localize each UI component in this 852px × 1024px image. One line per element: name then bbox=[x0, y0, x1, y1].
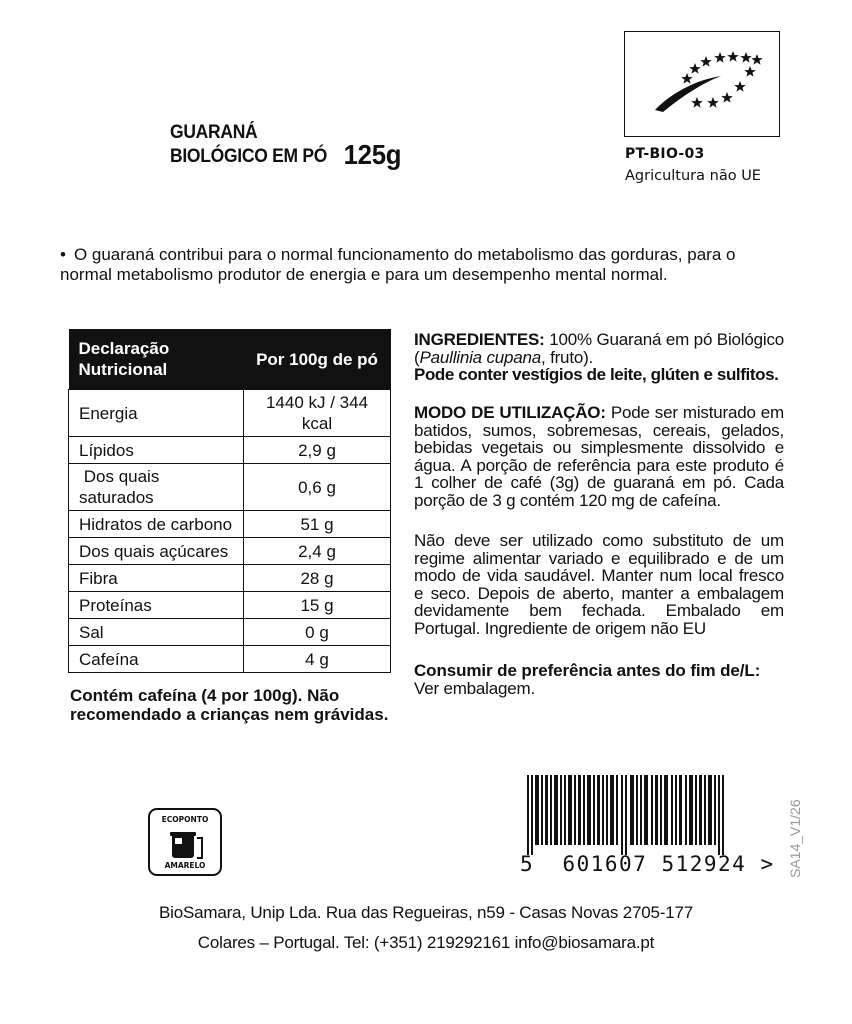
table-row bbox=[69, 464, 391, 511]
best-before-section bbox=[414, 662, 784, 697]
allergen-warning: Pode conter vestígios de leite, glúten e sulfitos. bbox=[414, 365, 779, 384]
table-row bbox=[69, 646, 391, 673]
company-address-line2: Colares – Portugal. Tel: (+351) 219292161 info@biosamara.pt bbox=[197, 933, 655, 952]
recycling-bin-icon bbox=[170, 828, 204, 860]
barcode-first-digit: 5 bbox=[520, 852, 535, 876]
barcode-group-1: 601607 bbox=[562, 852, 648, 876]
nutrient-value: 2,9 g bbox=[244, 437, 391, 464]
best-before-text: Ver embalagem. bbox=[414, 678, 535, 698]
product-title bbox=[170, 122, 421, 168]
barcode-digits bbox=[520, 852, 775, 876]
table-row bbox=[69, 538, 391, 565]
ecoponto-color: AMARELO bbox=[164, 861, 206, 870]
nutrient-label: Cafeína bbox=[69, 646, 244, 673]
nutrient-label: Proteínas bbox=[69, 592, 244, 619]
nutrient-value: 51 g bbox=[244, 511, 391, 538]
usage-text: Pode ser misturado em batidos, sumos, sobremesas, cereais, gelados, bebidas vegetais ou simplesmente dissolvido e água. A porção de referência para este produto é 1 colher de café (3g) de guaraná em pó. Cada porção de 3 g contém 120 mg de cafeína. bbox=[414, 403, 784, 510]
ecoponto-badge bbox=[148, 808, 222, 876]
nutrient-label: Dos quais saturados bbox=[69, 464, 244, 511]
ingredients-text-end: , fruto). bbox=[541, 347, 594, 367]
table-row bbox=[69, 592, 391, 619]
nutrition-table bbox=[68, 329, 391, 673]
agriculture-origin: Agricultura não UE bbox=[625, 168, 761, 184]
nutrient-value: 1440 kJ / 344 kcal bbox=[244, 390, 391, 437]
nutrition-header-per100g: Por 100g de pó bbox=[244, 329, 391, 390]
nutrient-value: 0 g bbox=[244, 619, 391, 646]
table-row bbox=[69, 511, 391, 538]
table-row bbox=[69, 619, 391, 646]
health-claim-text: O guaraná contribui para o normal funcionamento do metabolismo das gorduras, para o normal metabolismo produtor de energia e para um desempenho mental normal. bbox=[60, 245, 736, 284]
barcode-group-2: 512924 bbox=[661, 852, 747, 876]
table-row bbox=[69, 437, 391, 464]
nutrient-label: Hidratos de carbono bbox=[69, 511, 244, 538]
nutrient-label: Sal bbox=[69, 619, 244, 646]
usage-section bbox=[414, 404, 784, 509]
caffeine-warning: Contém cafeína (4 por 100g). Não recomendado a crianças nem grávidas. bbox=[70, 686, 389, 724]
label-version-code: SA14_V1/26 bbox=[787, 799, 803, 878]
nutrient-label: Lípidos bbox=[69, 437, 244, 464]
table-row bbox=[69, 390, 391, 437]
eu-organic-leaf-icon bbox=[624, 31, 780, 137]
storage-advice: Não deve ser utilizado como substituto de um regime alimentar variado e equilibrado e de um modo de vida saudável. Manter num local fresco e seco. Depois de aberto, manter a embalagem devidamente bem fechada. Embalado em Portugal. Ingrediente de origem não EU bbox=[414, 531, 784, 638]
barcode-end-marker: > bbox=[760, 852, 775, 876]
nutrient-label: Dos quais açúcares bbox=[69, 538, 244, 565]
nutrient-value: 2,4 g bbox=[244, 538, 391, 565]
bullet: • bbox=[60, 245, 66, 264]
nutrient-value: 0,6 g bbox=[244, 464, 391, 511]
health-claim bbox=[60, 245, 790, 285]
company-address-line1: BioSamara, Unip Lda. Rua das Regueiras, n59 - Casas Novas 2705-177 bbox=[159, 903, 693, 922]
nutrition-header-label: Declaração Nutricional bbox=[69, 329, 244, 390]
nutrient-value: 15 g bbox=[244, 592, 391, 619]
nutrient-label: Energia bbox=[69, 390, 244, 437]
ingredients-text: 100% Guaraná em pó Biológico ( bbox=[414, 330, 784, 367]
nutrient-value: 4 g bbox=[244, 646, 391, 673]
product-name-line1: GUARANÁ bbox=[170, 122, 258, 143]
nutrition-header bbox=[69, 329, 391, 390]
product-weight: 125g bbox=[343, 139, 402, 170]
product-name-line2: BIOLÓGICO EM PÓ bbox=[170, 146, 328, 167]
best-before-label: Consumir de preferência antes do fim de/L: bbox=[414, 661, 761, 680]
nutrient-value: 28 g bbox=[244, 565, 391, 592]
ingredients-label: INGREDIENTES: bbox=[414, 330, 545, 349]
barcode bbox=[517, 775, 757, 855]
nutrient-label: Fibra bbox=[69, 565, 244, 592]
organic-certification-code: PT-BIO-03 bbox=[625, 146, 705, 162]
ingredients-section bbox=[414, 331, 784, 384]
ingredients-latin-name: Paullinia cupana bbox=[419, 347, 542, 367]
ecoponto-label: ECOPONTO bbox=[161, 815, 209, 824]
table-row bbox=[69, 565, 391, 592]
usage-label: MODO DE UTILIZAÇÃO: bbox=[414, 403, 606, 422]
